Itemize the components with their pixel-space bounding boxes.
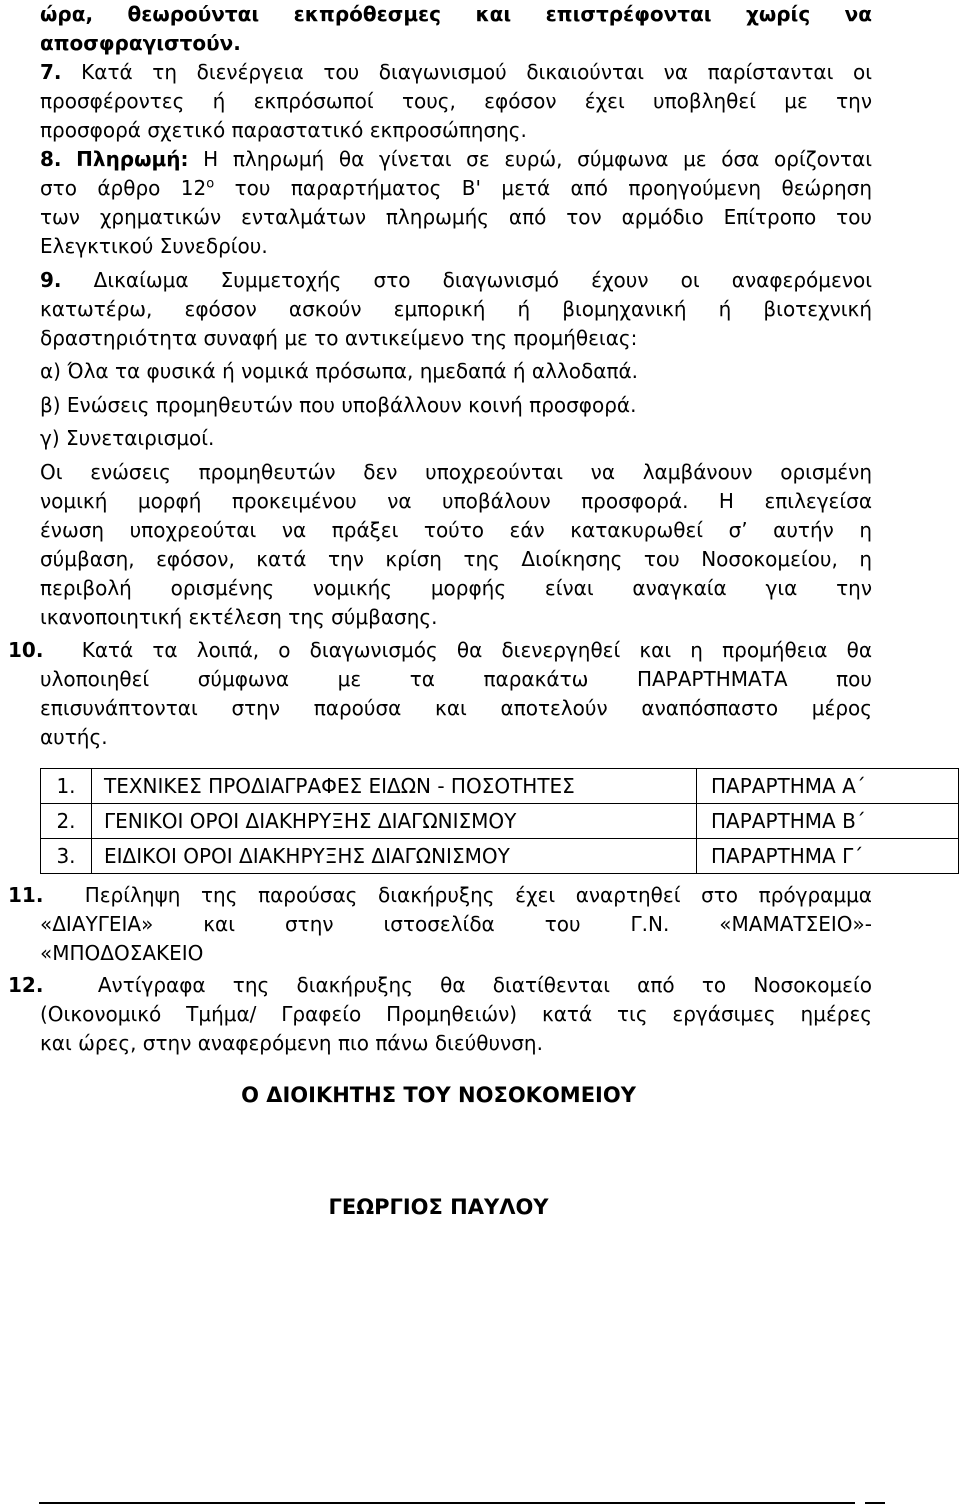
item-8-line-1: 8. Πληρωμή: Η πληρωμή θα γίνεται σε ευρώ, σύμφωνα με όσα ορίζονται: [40, 147, 872, 171]
item-10-line-4: αυτής.: [40, 725, 108, 749]
item-9-option-a: α) Όλα τα φυσικά ή νομικά πρόσωπα, ημεδαπά ή αλλοδαπά.: [40, 359, 639, 383]
annex-label: ΠΑΡΑΡΤΗΜΑ Α΄: [697, 769, 959, 804]
item-8-line-3: των χρηματικών ενταλμάτων πληρωμής από τον αρμόδιο Επίτροπο του: [40, 205, 872, 229]
item-9-para-line-5: περιβολή ορισμένης νομικής μορφής είναι αναγκαία για την: [40, 576, 872, 600]
item-8-line-4: Ελεγκτικού Συνεδρίου.: [40, 234, 268, 258]
item-9-option-c: γ) Συνεταιρισμοί.: [40, 426, 215, 450]
item-9-option-b: β) Ενώσεις προμηθευτών που υποβάλλουν κοινή προσφορά.: [40, 393, 637, 417]
annex-title: ΤΕΧΝΙΚΕΣ ΠΡΟΔΙΑΓΡΑΦΕΣ ΕΙΔΩΝ - ΠΟΣΟΤΗΤΕΣ: [92, 769, 697, 804]
annex-number: 2.: [41, 804, 92, 839]
item-11-line-2: «ΔΙΑΥΓΕΙΑ» και στην ιστοσελίδα του Γ.Ν. «ΜΑΜΑΤΣΕΙΟ»-: [40, 912, 872, 936]
item-12-line-3: και ώρες, στην αναφερόμενη πιο πάνω διεύθυνση.: [40, 1031, 543, 1055]
annex-label: ΠΑΡΑΡΤΗΜΑ Γ΄: [697, 839, 959, 874]
item-11-line-1: 11. Περίληψη της παρούσας διακήρυξης έχει αναρτηθεί στο πρόγραμμα: [8, 883, 872, 907]
item-11-line-3: «ΜΠΟΔΟΣΑΚΕΙΟ: [40, 941, 204, 965]
item-9-para-line-3: ένωση υποχρεούται να πράξει τούτο εάν κατακυρωθεί σ’ αυτήν η: [40, 518, 872, 542]
item-7-line-1: 7. Κατά τη διενέργεια του διαγωνισμού δικαιούνται να παρίστανται οι: [40, 60, 872, 84]
signatory-name: ΓΕΩΡΓΙΟΣ ΠΑΥΛΟΥ: [328, 1195, 549, 1219]
item-12-number: 12.: [8, 973, 44, 997]
annex-number: 1.: [41, 769, 92, 804]
item-9-number: 9.: [40, 268, 62, 292]
table-row: [41, 804, 959, 839]
item-10-number: 10.: [8, 638, 44, 662]
footer-rule-short: [865, 1502, 885, 1504]
item-8-number: 8.: [40, 147, 62, 171]
annex-number: 3.: [41, 839, 92, 874]
item-10-line-1: 10. Κατά τα λοιπά, ο διαγωνισμός θα διενεργηθεί και η προμήθεια θα: [8, 638, 873, 662]
annex-label: ΠΑΡΑΡΤΗΜΑ Β΄: [697, 804, 959, 839]
item-10-line-3: επισυνάπτονται στην παρούσα και αποτελούν αναπόσπαστο μέρος: [40, 696, 872, 720]
table-row: [41, 839, 959, 874]
item-9-para-line-4: σύμβαση, εφόσον, κατά την κρίση της Διοίκησης του Νοσοκομείου, η: [40, 547, 872, 571]
item-9-para-line-1: Οι ενώσεις προμηθευτών δεν υποχρεούνται να λαμβάνουν ορισμένη: [40, 460, 872, 484]
item-11-number: 11.: [8, 883, 44, 907]
annex-title: ΓΕΝΙΚΟΙ ΟΡΟΙ ΔΙΑΚΗΡΥΞΗΣ ΔΙΑΓΩΝΙΣΜΟΥ: [92, 804, 697, 839]
item-10-line-2: υλοποιηθεί σύμφωνα με τα παρακάτω ΠΑΡΑΡΤΗΜΑΤΑ που: [40, 667, 872, 691]
item-12-line-2: (Οικονομικό Τμήμα/ Γραφείο Προμηθειών) κατά τις εργάσιμες ημέρες: [40, 1002, 872, 1026]
intro-line-1: ώρα, θεωρούνται εκπρόθεσμες και επιστρέφονται χωρίς να: [40, 2, 872, 26]
signatory-role: Ο ΔΙΟΙΚΗΤΗΣ ΤΟΥ ΝΟΣΟΚΟΜΕΙΟΥ: [241, 1083, 636, 1107]
item-9-line-2: κατωτέρω, εφόσον ασκούν εμπορική ή βιομηχανική ή βιοτεχνική: [40, 297, 872, 321]
item-9-line-1: 9. Δικαίωμα Συμμετοχής στο διαγωνισμό έχουν οι αναφερόμενοι: [40, 268, 872, 292]
item-8-line-2: στο άρθρο $12^o$ του παραρτήματος Β' μετά από προηγούμενη θεώρηση: [40, 176, 872, 200]
item-9-line-3: δραστηριότητα συναφή με το αντικείμενο της προμήθειας:: [40, 326, 638, 350]
item-9-para-line-6: ικανοποιητική εκτέλεση της σύμβασης.: [40, 605, 438, 629]
item-9-para-line-2: νομική μορφή προκειμένου να υποβάλουν προσφορά. Η επιλεγείσα: [40, 489, 872, 513]
table-row: [41, 769, 959, 804]
item-7-number: 7.: [40, 60, 62, 84]
annex-title: ΕΙΔΙΚΟΙ ΟΡΟΙ ΔΙΑΚΗΡΥΞΗΣ ΔΙΑΓΩΝΙΣΜΟΥ: [92, 839, 697, 874]
item-7-line-2: προσφέροντες ή εκπρόσωποί τους, εφόσον έχει υποβληθεί με την: [40, 89, 872, 113]
footer-rule: [39, 1502, 855, 1504]
item-12-line-1: 12. Αντίγραφα της διακήρυξης θα διατίθενται από το Νοσοκομείο: [8, 973, 872, 997]
intro-line-2: αποσφραγιστούν.: [40, 31, 241, 55]
item-7-line-3: προσφορά σχετικό παραστατικό εκπροσώπησης.: [40, 118, 527, 142]
annex-table: [40, 768, 959, 874]
item-8-heading: Πληρωμή:: [76, 147, 189, 171]
